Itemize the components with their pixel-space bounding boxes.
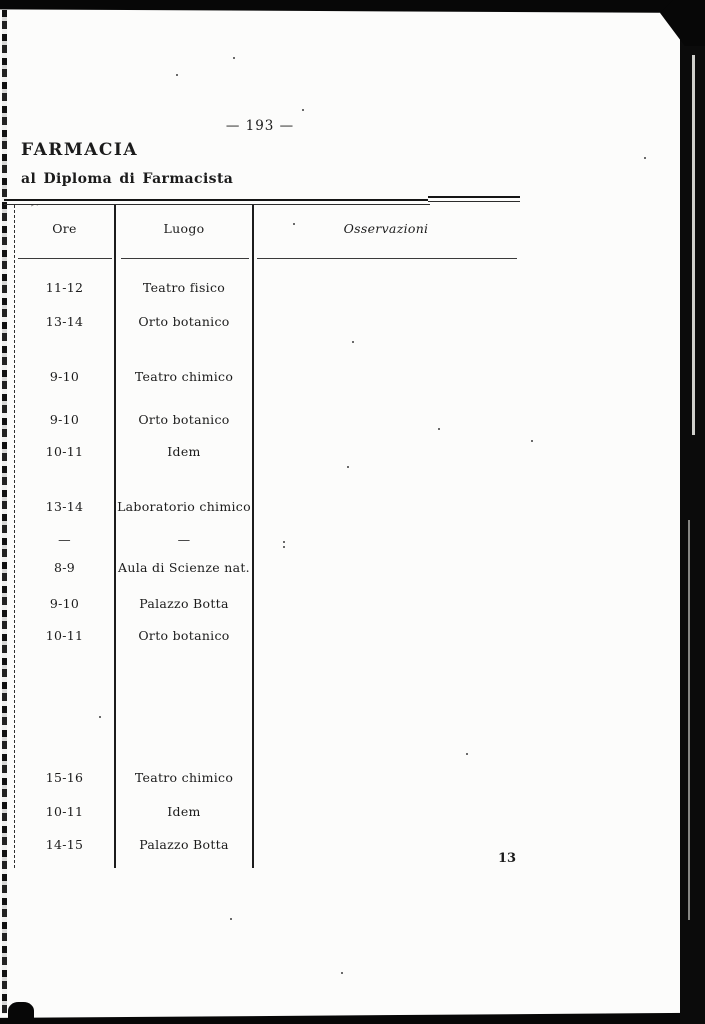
scan-speck xyxy=(302,109,304,111)
page-number: — 193 — xyxy=(225,118,295,134)
table-cell-ore: 10-11 xyxy=(45,444,84,459)
table-cell-ore: 11-12 xyxy=(45,280,84,295)
ink-mark xyxy=(31,204,39,210)
scan-speck xyxy=(531,440,533,442)
table-cell-luogo: Palazzo Botta xyxy=(139,837,229,852)
column-header-ore: Ore xyxy=(52,221,77,236)
scan-speck xyxy=(466,753,468,755)
scan-speck xyxy=(644,157,646,159)
table-cell-ore: 13-14 xyxy=(45,499,84,514)
table-top-rule xyxy=(428,196,520,198)
scan-speck xyxy=(352,341,354,343)
table-top-rule xyxy=(4,199,428,201)
table-cell-luogo: Idem xyxy=(167,804,201,819)
page-subtitle: al Diploma di Farmacista xyxy=(21,171,234,187)
scan-speck xyxy=(176,74,178,76)
table-cell-ore: 10-11 xyxy=(45,628,84,643)
table-cell-luogo: — xyxy=(177,532,191,547)
scan-streak xyxy=(692,55,695,435)
scan-border-top xyxy=(0,0,705,13)
table-cell-luogo: Orto botanico xyxy=(138,412,230,427)
scan-speck xyxy=(293,223,295,225)
page-title: FARMACIA xyxy=(21,140,139,160)
scan-border-left xyxy=(2,10,7,1014)
table-cell-luogo: Teatro chimico xyxy=(134,369,234,384)
table-cell-luogo: Aula di Scienze nat. xyxy=(118,560,250,575)
table-cell-luogo: Teatro chimico xyxy=(134,770,234,785)
table-cell-luogo: Orto botanico xyxy=(138,628,230,643)
scan-speck xyxy=(347,466,349,468)
scan-speck xyxy=(341,972,343,974)
header-underline xyxy=(121,258,249,259)
sheet-signature: 13 xyxy=(497,851,517,866)
table-cell-luogo: Idem xyxy=(167,444,201,459)
scan-streak xyxy=(688,520,690,920)
table-cell-ore: — xyxy=(58,532,71,547)
scan-speck xyxy=(283,546,285,548)
table-cell-ore: 8-9 xyxy=(53,560,76,575)
scan-speck xyxy=(233,57,235,59)
scan-border-bottom xyxy=(0,1008,705,1024)
table-cell-ore: 9-10 xyxy=(49,596,80,611)
table-cell-ore: 14-15 xyxy=(45,837,84,852)
table-cell-luogo: Teatro fisico xyxy=(142,280,226,295)
table-cell-luogo: Laboratorio chimico xyxy=(117,499,251,514)
header-underline xyxy=(257,258,517,259)
table-cell-luogo: Palazzo Botta xyxy=(139,596,229,611)
column-header-luogo: Luogo xyxy=(163,221,205,236)
scan-speck xyxy=(230,918,232,920)
column-header-osservazioni: Osservazioni xyxy=(343,221,429,236)
table-cell-ore: 10-11 xyxy=(45,804,84,819)
table-cell-ore: 9-10 xyxy=(49,412,80,427)
header-underline xyxy=(18,258,112,259)
table-top-rule xyxy=(428,201,520,202)
table-column-divider xyxy=(252,205,254,868)
table-cell-luogo: Orto botanico xyxy=(138,314,230,329)
table-cell-ore: 9-10 xyxy=(49,369,80,384)
scan-corner-blob xyxy=(660,0,705,46)
table-cell-ore: 15-16 xyxy=(45,770,84,785)
scan-ink-blob xyxy=(8,1002,34,1024)
table-cell-ore: 13-14 xyxy=(45,314,84,329)
scan-speck xyxy=(99,716,101,718)
table-top-rule xyxy=(4,204,430,205)
scan-speck xyxy=(283,541,285,543)
scan-speck xyxy=(438,428,440,430)
